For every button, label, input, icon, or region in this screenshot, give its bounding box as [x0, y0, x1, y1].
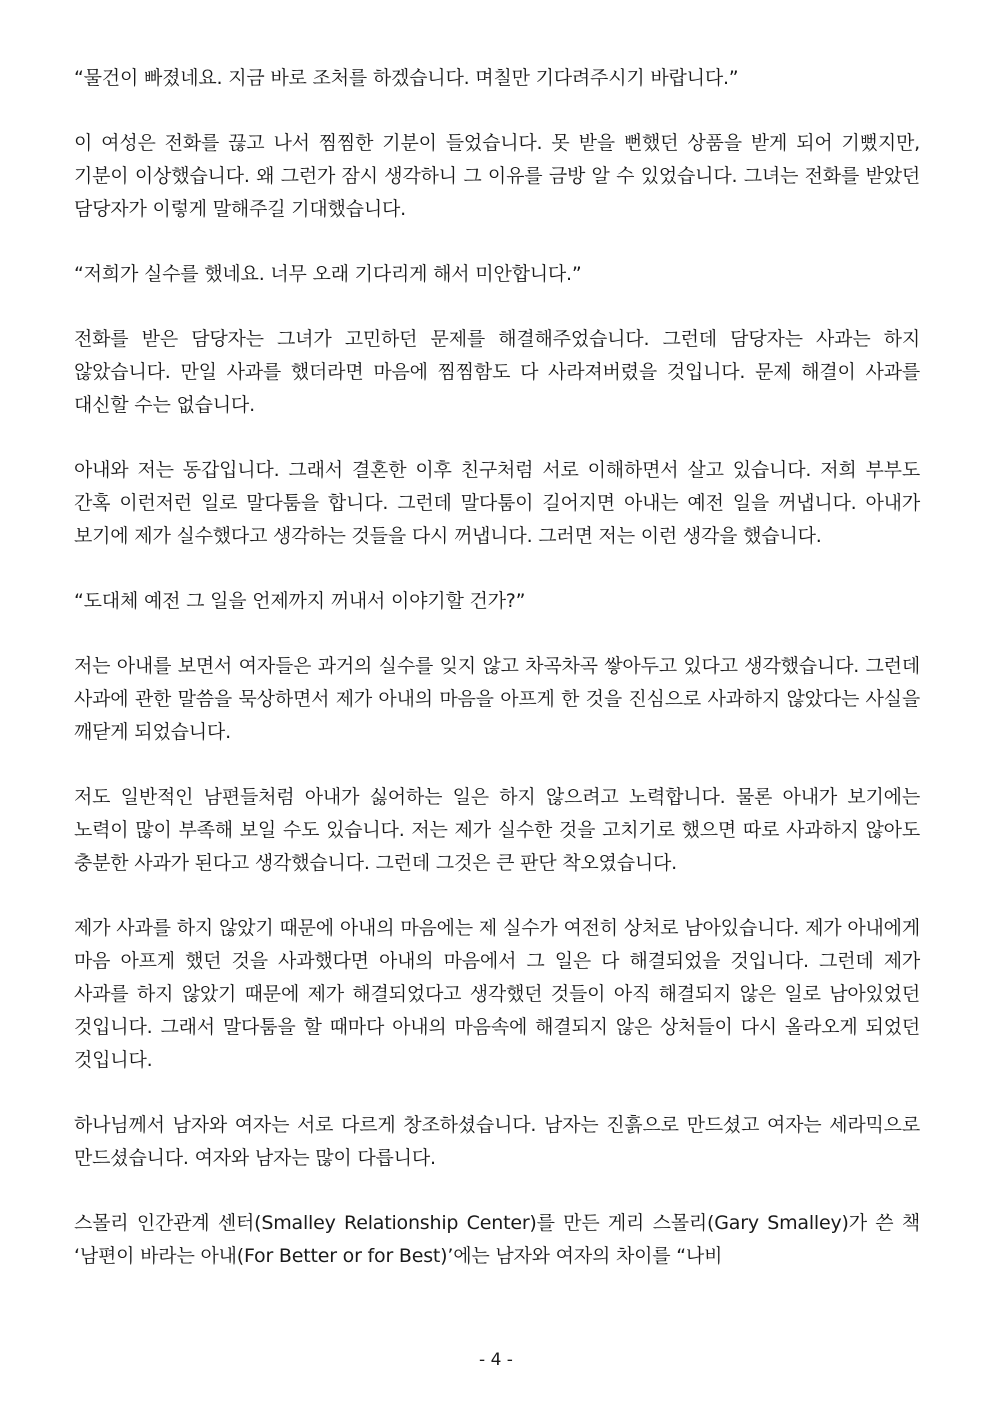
paragraph-quote-missing-item: “물건이 빠졌네요. 지금 바로 조처를 하겠습니다. 며칠만 기다려주시기 바랍니다.”: [74, 67, 739, 89]
paragraph-wife-same-age: 아내와 저는 동갑입니다. 그래서 결혼한 이후 친구처럼 서로 이해하면서 살고 있습니다. 저희 부부도 간혹 이런저런 일로 말다툼을 합니다. 그런데 말다툼이 길어지면 아내는 예전 일을 꺼냅니다. 아내가 보기에 제가 실수했다고 생각하는 것들을 다시 꺼냅니다. 그러면 저는 이런 생각을 했습니다.: [74, 459, 920, 547]
body-text: [74, 62, 920, 1305]
paragraph-lingering-hurt: 제가 사과를 하지 않았기 때문에 아내의 마음에는 제 실수가 여전히 상처로 남아있습니다. 제가 아내에게 마음 아프게 했던 것을 사과했다면 아내의 마음에서 그 일은 다 해결되었을 것입니다. 그런데 제가 사과를 하지 않았기 때문에 제가 해결되었다고 생각했던 것들이 아직 해결되지 않은 일로 남아있었던 것입니다. 그래서 말다툼을 할 때마다 아내의 마음속에 해결되지 않은 상처들이 다시 올라오게 되었던 것입니다.: [74, 917, 920, 1071]
paragraph-realization: 저는 아내를 보면서 여자들은 과거의 실수를 잊지 않고 차곡차곡 쌓아두고 있다고 생각했습니다. 그런데 사과에 관한 말씀을 묵상하면서 제가 아내의 마음을 아프게 한 것을 진심으로 사과하지 않았다는 사실을 깨닫게 되었습니다.: [74, 655, 920, 743]
page-number: - 4 -: [479, 1350, 513, 1370]
paragraph-smalley-book: 스몰리 인간관계 센터(Smalley Relationship Center)를 만든 게리 스몰리(Gary Smalley)가 쓴 책 ‘남편이 바라는 아내(For Better or for Best)’에는 남자와 여자의 차이를 “나비: [74, 1212, 920, 1267]
paragraph-creation: 하나님께서 남자와 여자는 서로 다르게 창조하셨습니다. 남자는 진흙으로 만드셨고 여자는 세라믹으로 만드셨습니다. 여자와 남자는 많이 다릅니다.: [74, 1114, 920, 1169]
paragraph-uneasy-feeling: 이 여성은 전화를 끊고 나서 찜찜한 기분이 들었습니다. 못 받을 뻔했던 상품을 받게 되어 기뻤지만, 기분이 이상했습니다. 왜 그런가 잠시 생각하니 그 이유를 금방 알 수 있었습니다. 그녀는 전화를 받았던 담당자가 이렇게 말해주길 기대했습니다.: [74, 132, 920, 220]
paragraph-effort: 저도 일반적인 남편들처럼 아내가 싫어하는 일은 하지 않으려고 노력합니다. 물론 아내가 보기에는 노력이 많이 부족해 보일 수도 있습니다. 저는 제가 실수한 것을 고치기로 했으면 따로 사과하지 않아도 충분한 사과가 된다고 생각했습니다. 그런데 그것은 큰 판단 착오였습니다.: [74, 786, 920, 874]
paragraph-quote-apology: “저희가 실수를 했네요. 너무 오래 기다리게 해서 미안합니다.”: [74, 263, 582, 285]
paragraph-no-apology: 전화를 받은 담당자는 그녀가 고민하던 문제를 해결해주었습니다. 그런데 담당자는 사과는 하지 않았습니다. 만일 사과를 했더라면 마음에 찜찜함도 다 사라져버렸을 것입니다. 문제 해결이 사과를 대신할 수는 없습니다.: [74, 328, 920, 416]
paragraph-quote-until-when: “도대체 예전 그 일을 언제까지 꺼내서 이야기할 건가?”: [74, 590, 526, 612]
